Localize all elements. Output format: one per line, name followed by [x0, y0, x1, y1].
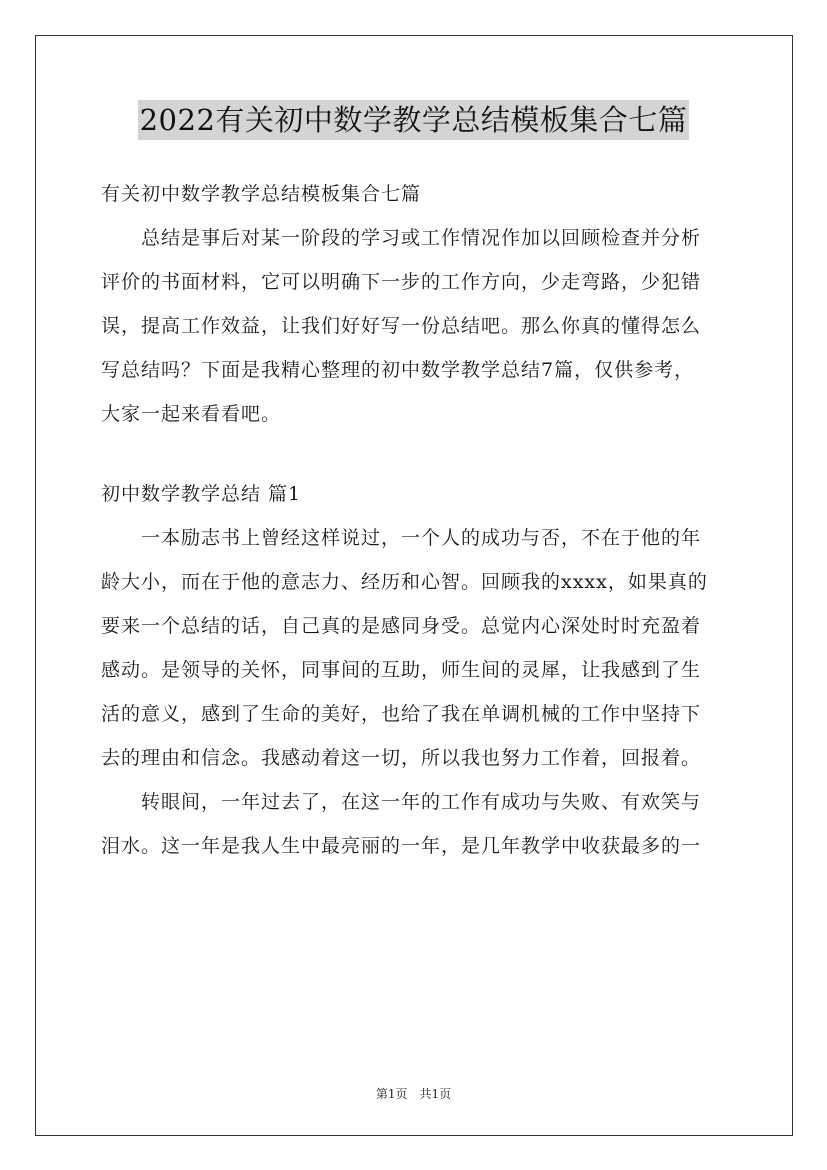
section-heading: 初中数学教学总结 篇1 [101, 483, 302, 505]
document-body [101, 172, 729, 868]
page-footer: 第1页 共1页 [375, 1087, 452, 1101]
text-line: 去的理由和信念。我感动着这一切，所以我也努力工作着，回报着。 [101, 747, 702, 769]
text-line: 感动。是领导的关怀，同事间的互助，师生间的灵犀，让我感到了生 [101, 659, 702, 681]
text-line: 活的意义，感到了生命的美好，也给了我在单调机械的工作中坚持下 [101, 703, 702, 725]
document-title: 2022有关初中数学教学总结模板集合七篇 [138, 100, 690, 140]
title-container [0, 100, 827, 140]
text-line: 要来一个总结的话，自己真的是感同身受。总觉内心深处时时充盈着 [101, 615, 702, 637]
spacer [101, 436, 729, 472]
section-paragraph-2 [101, 780, 729, 868]
text-line: 大家一起来看看吧。 [101, 403, 282, 425]
text-line: 一本励志书上曾经这样说过，一个人的成功与否，不在于他的年 [101, 527, 702, 549]
text-line: 写总结吗？下面是我精心整理的初中数学教学总结7篇，仅供参考， [101, 359, 695, 381]
intro-paragraph [101, 216, 729, 436]
text-line: 转眼间，一年过去了，在这一年的工作有成功与失败、有欢笑与 [101, 791, 702, 813]
text-line: 误，提高工作效益，让我们好好写一份总结吧。那么你真的懂得怎么 [101, 315, 702, 337]
document-subtitle: 有关初中数学教学总结模板集合七篇 [101, 183, 422, 205]
text-line: 总结是事后对某一阶段的学习或工作情况作加以回顾检查并分析 [101, 227, 702, 249]
text-line: 泪水。这一年是我人生中最亮丽的一年，是几年教学中收获最多的一 [101, 835, 702, 857]
text-line: 龄大小，而在于他的意志力、经历和心智。回顾我的xxxx，如果真的 [101, 571, 708, 593]
section-paragraph-1 [101, 516, 729, 780]
text-line: 评价的书面材料，它可以明确下一步的工作方向，少走弯路，少犯错 [101, 271, 702, 293]
